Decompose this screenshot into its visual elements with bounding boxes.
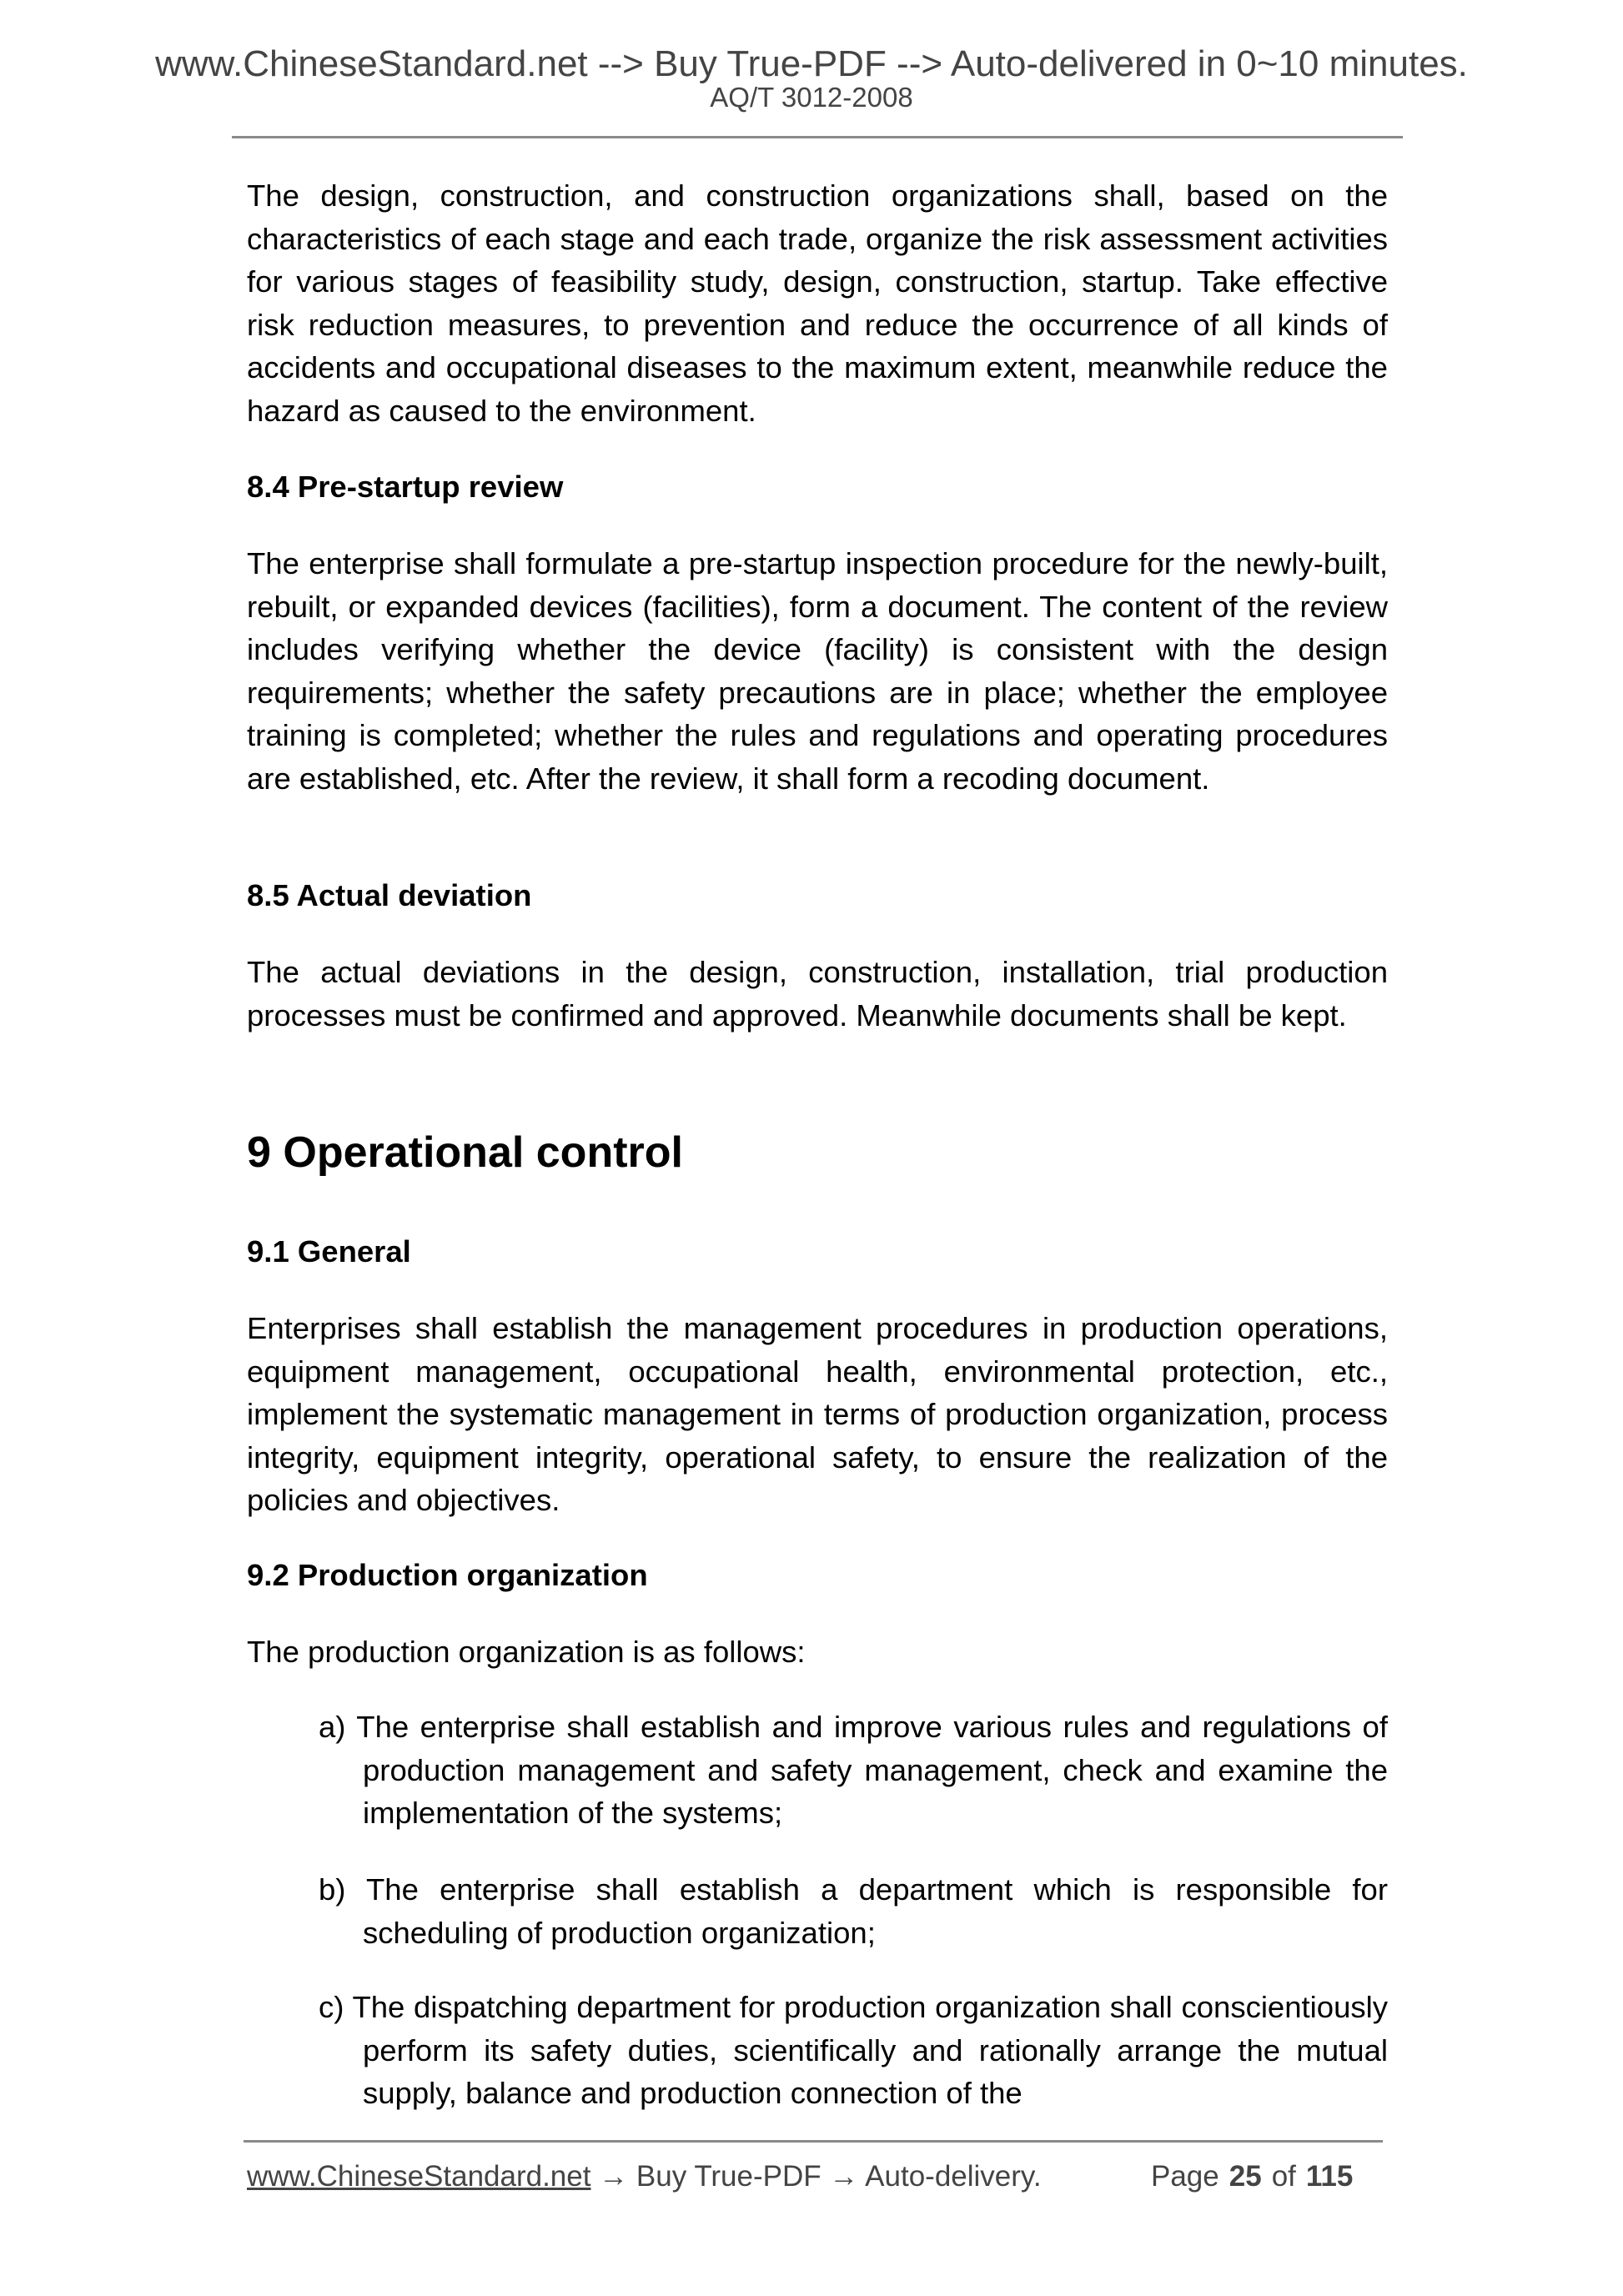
of-label: of <box>1271 2160 1296 2193</box>
section-heading-9-2: 9.2 Production organization <box>247 1558 648 1592</box>
section-text-8-5: The actual deviations in the design, construction, installation, trial production processes must be confirmed and approved. Meanwhile documents shall be kept. <box>247 955 1388 1032</box>
header-divider <box>232 136 1403 138</box>
footer-link[interactable]: www.ChineseStandard.net <box>247 2160 591 2193</box>
section-heading-8-5: 8.5 Actual deviation <box>247 878 532 912</box>
section-heading-9-1: 9.1 General <box>247 1234 411 1269</box>
footer-text: → Buy True-PDF → Auto-delivery. <box>590 2160 1042 2193</box>
page-total: 115 <box>1305 2160 1354 2193</box>
section-text-9-1: Enterprises shall establish the management procedures in production operations, equipment management, occupational health, environmental protection, etc., implement the systematic management in terms of production organization, process integrity, equipment integrity, operational safety, to ensure the realization of the policies and objectives. <box>247 1311 1388 1517</box>
section-text-9-2: The production organization is as follows: <box>247 1635 806 1669</box>
page-number: 25 <box>1229 2160 1262 2193</box>
footer-left <box>247 2160 1042 2193</box>
list-item: b) The enterprise shall establish a department which is responsible for scheduling of production organization; <box>319 1872 1388 1950</box>
header-banner: www.ChineseStandard.net --> Buy True-PDF --> Auto-delivered in 0~10 minutes. <box>155 43 1468 84</box>
chapter-heading-9: 9 Operational control <box>247 1128 683 1177</box>
footer-divider <box>244 2140 1383 2143</box>
page-label: Page <box>1151 2160 1219 2193</box>
section-text-8-4: The enterprise shall formulate a pre-startup inspection procedure for the newly-built, rebuilt, or expanded devices (facilities), form a document. The content of the review includes verifying whether the device (facility) is consistent with the design requirements; whether the safety precautions are in place; whether the employee training is completed; whether the rules and regulations and operating procedures are established, etc. After the review, it shall form a recoding document. <box>247 546 1388 796</box>
section-heading-8-4: 8.4 Pre-startup review <box>247 470 564 504</box>
list-item: a) The enterprise shall establish and improve various rules and regulations of production management and safety management, check and examine the implementation of the systems; <box>319 1710 1388 1830</box>
page-indicator <box>1151 2160 1363 2193</box>
standard-code: AQ/T 3012-2008 <box>710 82 913 113</box>
intro-paragraph: The design, construction, and construction organizations shall, based on the characteristics of each stage and each trade, organize the risk assessment activities for various stages of feasibility study, design, construction, startup. Take effective risk reduction measures, to prevention and reduce the occurrence of all kinds of accidents and occupational diseases to the maximum extent, meanwhile reduce the hazard as caused to the environment. <box>247 178 1388 428</box>
list-item: c) The dispatching department for production organization shall conscientiously perform its safety duties, scientifically and rationally arrange the mutual supply, balance and production connection of the <box>319 1990 1388 2110</box>
